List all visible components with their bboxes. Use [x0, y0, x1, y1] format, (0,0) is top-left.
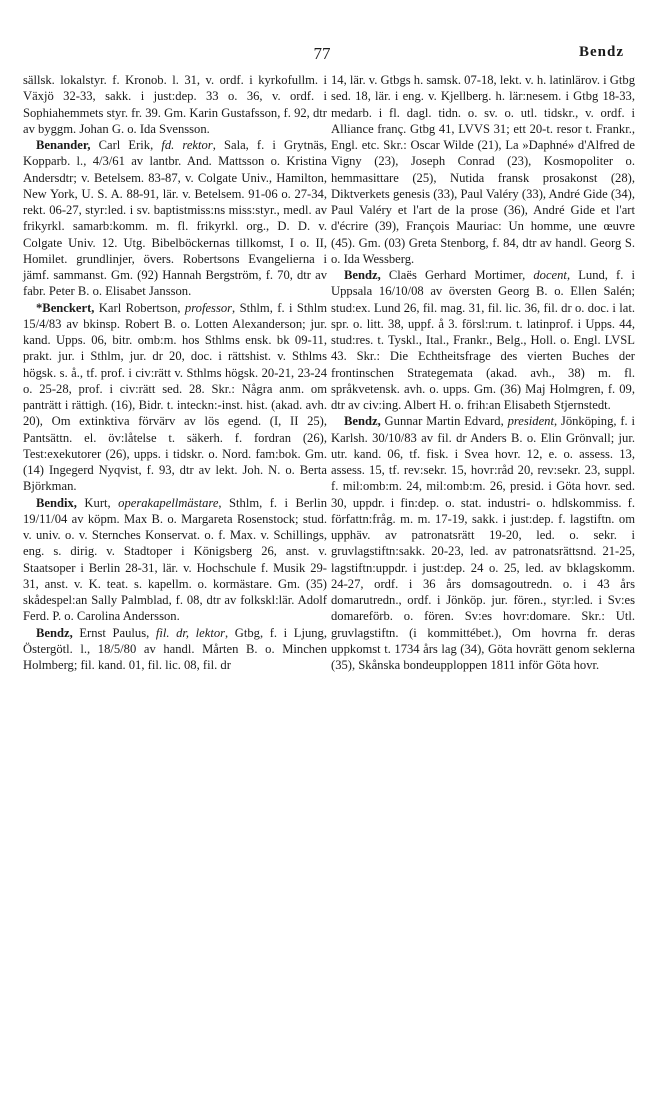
entry-title: operakapellmästare: [118, 495, 219, 510]
biography-entry: [23, 495, 327, 625]
entry-given-names: Claës Gerhard Mortimer,: [380, 268, 534, 282]
entry-body: sällsk. lokalstyr. f. Kronob. l. 31, v. ordf. i kyrkofullm. i Växjö 32-33, sakk. i just:dep. 33 o. 36, v. ordf. i Sophiahemmets styr. fr. 39. Gm. Karin Gustafsson, f. 92, dtr av byggm. Johan G. o. Ida Svensson.: [23, 73, 327, 136]
left-column: [23, 72, 327, 673]
entry-given-names: Gunnar Martin Edvard,: [380, 414, 508, 429]
biography-entry: [23, 625, 327, 674]
page-number: 77: [313, 44, 331, 63]
entry-body: , Jönköping, f. i Karlsh. 30/10/83 av fil. dr Anders B. o. Elin Grönvall; jur. utr. kand. 06, tf. fisk. i Svea hovr. 12, e. o. assess. 13, assess. 15, tf. rev:sekr. 15, hovr:råd 20, rev:sekr. 23, suppl. f. mil:omb:m. 24, mil:omb:m. 26, presid. i Göta hovr. sed. 30, uppdr. i fin:dep. o. stat. industri- o. hdlskommiss. f. författn:fråg. m. m. 17-19, sakk. i just:dep. f. lagstiftn. om upphäv. av patronatsrätt 19-20, led. o. sekr. i gruvlagstiftn:sakk. 20-23, led. av patronatsrättsnd. 21-25, lagstiftn:uppdr. i just:dep. 24 o. 25, led. av bklagskomm. 24-27, ordf. i 36 års domsagoutredn. o. i 43 års domarutredn., ordf. i Jönköp. jur. fören., styr:led. i Sv:es domareförb. o. fören. Sv:es hovr:domare. Skr.: Utl. gruvlagstiftn. (i kommittébet.), Om hovrna fr. deras uppkomst t. 1734 års lag (34), Göta hovrätt genom seklerna (35), Skånska bondeupploppen 1811 inför Göta hovr.: [331, 414, 636, 672]
entry-name: Bendz,: [344, 414, 381, 429]
entry-title: professor: [184, 300, 233, 315]
entry-body: , Lund, f. i Uppsala 16/10/08 av översten Georg B. o. Ellen Salén; stud:ex. Lund 26, fil. mag. 31, fil. lic. 36, fil. dr o. doc. i lat. spr. o. litt. 38, uppf. å 3. försl:rum. t. latinprof. i Upps. 44, stud:res. t. Tyskl., Ital., Frankr., Belg., Holl. o. Engl. LVSL 43. Skr.: Die Echtheitsfrage des vierten Buches der frontinschen Strategemata (akad. avh., 38) m. fl. språkvetensk. avh. o. upps. Gm. (36) Maj Holmgren, f. 09, dtr av civ:ing. Albert H. o. frih:an Elisabeth Stjernstedt.: [331, 268, 635, 412]
entry-name: Bendz,: [344, 268, 381, 282]
entry-name: Bendix,: [36, 495, 77, 510]
entry-name: *Benckert,: [36, 300, 95, 315]
entry-title: docent: [533, 268, 567, 282]
entry-name: Benander,: [36, 138, 91, 152]
entry-title: fil. dr, lektor: [155, 625, 226, 640]
biography-entry: [331, 413, 635, 673]
entry-name: Bendz,: [36, 625, 73, 640]
entry-body: 14, lär. v. Gtbgs h. samsk. 07-18, lekt. v. h. latinlärov. i Gtbg sed. 18, lär. i eng. v. Kjellberg. h. lär:nesem. i Gtbg 18-33, medarb. i fl. dagl. tidn. o. sv. o. utl. tidskr., v. ordf. i Alliance franç. Gtbg 41, LVVS 31; ett 20-t. resor t. Frankr., Engl. etc. Skr.: Oscar Wilde (21), La »Daphné» d'Alfred de Vigny (23), Joseph Conrad (23), Kosmopoliter o. hemmasittare (25), Nutida fransk prosakonst (28), Diktverkets genesis (33), Paul Valéry (33), André Gide (34), Paul Valéry et l'art de la prose (36), André Gide et l'art d'écrire (39), François Mauriac: Un homme, une œuvre (45). Gm. (03) Greta Stenborg, f. 84, dtr av handl. Georg S. o. Ida Wessberg.: [331, 73, 635, 266]
entry-body: , Gtbg, f. i Ljung, Östergötl. l., 18/5/80 av handl. Mårten B. o. Minchen Holmberg; fil. kand. 01, fil. lic. 08, fil. dr: [23, 625, 327, 672]
entry-body: , Sthlm, f. i Berlin 19/11/04 av köpm. Max B. o. Margareta Rosenstock; stud. v. univ. o. v. Sternches Konservat. o. f. Max. v. Schillings, eng. s. dirig. v. Stadtoper i Königsberg 26, anst. v. Staatsoper i Berlin 28-31, lär. v. Hochschule f. Musik 29-31, anst. v. K. teat. s. kapellm. o. kormästare. Gm. (35) skådespel:an Sally Palmblad, f. 08, dtr av folkskl:lär. Adolf Ferd. P. o. Carolina Andersson.: [23, 495, 328, 624]
entry-title: president: [507, 414, 554, 429]
running-head: Bendz: [578, 44, 624, 60]
entry-title: fd. rektor: [161, 138, 213, 152]
entry-body: , Sala, f. i Grytnäs, Kopparb. l., 4/3/61 av lantbr. And. Mattsson o. Kristina Andersdtr; v. Betelsem. 83-87, v. Colgate Univ., Hamilton, New York, U. S. A. 88-91, lär. v. Betelsem. 91-06 o. 27-34, rekt. 06-27, styr:led. i sv. baptistmiss:ns miss:styr., medl. av frikyrkl. samarb:komm. m. fl. frikyrkl. org., D. D. v. Colgate Univ. 12. Utg. Bibelböckernas tillkomst, I o. II, Homilet. grundlinjer, övers. Robertsons Evangelierna i jämf. sammanst. Gm. (92) Hannah Bergström, f. 70, dtr av fabr. Peter B. o. Elisabet Jansson.: [23, 138, 328, 299]
page-header: [0, 44, 664, 70]
biography-entry: [331, 267, 635, 413]
right-column: [331, 72, 635, 673]
entry-given-names: Ernst Paulus,: [72, 625, 156, 640]
entry-body: , Sthlm, f. i Sthlm 15/4/83 av bkinsp. Robert B. o. Lotten Alexanderson; jur. kand. Upps. 06, bitr. omb:m. hos Sthlms ensk. bk 09-11, prakt. jur. i Sthlm, jur. dr 20, doc. i rättshist. v. Sthlms högsk. s. å., tf. prof. i civ:rätt v. Sthlms högsk. 20-21, 23-24 o. 25-28, prof. i civ:rätt sed. 28. Skr.: Några anm. om panträtt i rättigh. (16), Bidr. t. inteckn:-inst. hist. (akad. avh. 20), Om extinktiva förvärv av lös egend. (I, II 25), Pantsättn. el. öv:låtelse t. säkerh. f. fordran (26), Test:exekutorer (26), upps. i tidskr. o. Nord. fam:bok. Gm. (14) Ingegerd Nyqvist, f. 93, dtr av lekt. Joh. N. o. Berta Björkman.: [23, 300, 327, 494]
entry-continuation: [23, 72, 327, 137]
biography-entry: [23, 137, 327, 300]
entry-continuation: [331, 72, 635, 267]
entry-given-names: Kurt,: [76, 495, 119, 510]
entry-given-names: Carl Erik,: [90, 138, 162, 152]
biography-entry: [23, 300, 327, 495]
entry-given-names: Karl Robertson,: [94, 300, 185, 315]
